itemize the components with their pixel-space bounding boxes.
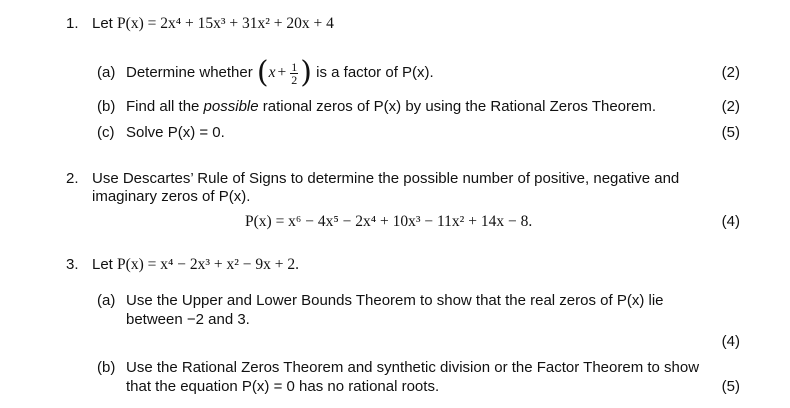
q1b-text-pre: Find all the (126, 98, 200, 115)
q3b-label: (b) (97, 359, 116, 376)
q1a-marks: (2) (721, 64, 740, 81)
left-paren: ( (256, 55, 269, 91)
q1a-text-after: is a factor of P(x). (316, 64, 434, 81)
q1c-label: (c) (97, 124, 115, 141)
q1-polynomial: P(x) = 2x⁴ + 15x³ + 31x² + 20x + 4 (117, 15, 334, 32)
q1b-text (126, 98, 656, 116)
q2-line1: Use Descartes’ Rule of Signs to determine the possible number of positive, negative and (92, 170, 680, 187)
q3-lead: Let (92, 256, 113, 273)
q1b-text-emphasis: possible (203, 98, 259, 115)
q1b-marks: (2) (721, 98, 740, 115)
q1-number: 1. (66, 15, 79, 32)
q1-lead: Let (92, 15, 113, 32)
q1a-factor-plus: + (277, 64, 287, 81)
q1a-text (126, 57, 434, 89)
q1a-label: (a) (97, 64, 116, 81)
q1b-text-post: rational zeros of P(x) by using the Rational Zeros Theorem. (262, 98, 657, 115)
q3a-line1: Use the Upper and Lower Bounds Theorem to show that the real zeros of P(x) lie (126, 292, 664, 309)
q3a-label: (a) (97, 292, 116, 309)
q3-polynomial: P(x) = x⁴ − 2x³ + x² − 9x + 2. (117, 256, 300, 273)
right-paren: ) (300, 55, 312, 91)
q2-equation: P(x) = x⁶ − 4x⁵ − 2x⁴ + 10x³ − 11x² + 14x − 8. (245, 213, 533, 230)
q3b-line2: that the equation P(x) = 0 has no rational roots. (126, 378, 440, 395)
q1b-label: (b) (97, 98, 116, 115)
q3-stem (92, 256, 299, 274)
q1a-fraction (290, 61, 298, 86)
q3a-marks: (4) (721, 333, 740, 350)
q1-stem (92, 15, 334, 33)
q1a-factor-x: x (268, 64, 276, 81)
q1a-frac-num: 1 (291, 59, 298, 74)
q1a-frac-den: 2 (291, 72, 298, 87)
q1a-text-before: Determine whether (126, 64, 253, 81)
q3a-line2: between −2 and 3. (126, 311, 250, 328)
q1c-marks: (5) (721, 124, 740, 141)
q2-line2: imaginary zeros of P(x). (92, 188, 251, 205)
q3-number: 3. (66, 256, 79, 273)
q2-number: 2. (66, 170, 79, 187)
q2-marks: (4) (721, 213, 740, 230)
q3b-marks: (5) (721, 378, 740, 395)
q1c-text: Solve P(x) = 0. (126, 124, 225, 141)
q3b-line1: Use the Rational Zeros Theorem and synthetic division or the Factor Theorem to show (126, 359, 700, 376)
